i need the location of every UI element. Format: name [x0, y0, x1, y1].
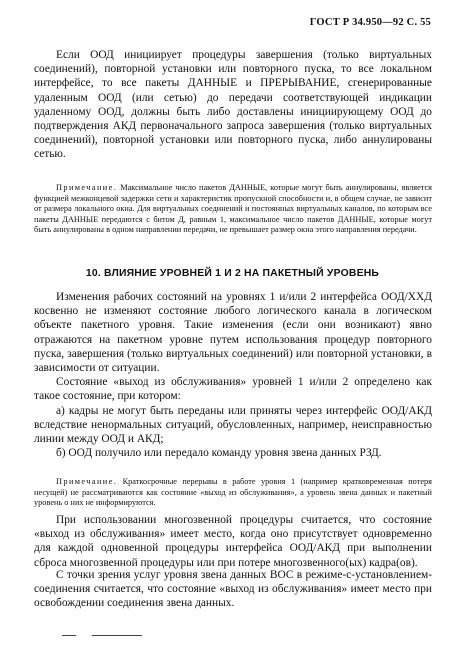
- note-text: Максимальное число пакетов ДАННЫЕ, которые могут быть аннулированы, является функцией межконцевой задержки сети и характеристик пропускной способности и, в общем случае, не зависит от размера локального окна. Для виртуальных соединений и постоянных виртуальных каналов, по которым все пакеты ДАННЫЕ передаются с битом Д, равным 1, максимальное число пакетов ДАННЫЕ, которые могут быть аннулированы в одном направлении передачи, не превышает размер окна этого направления передачи.: [34, 183, 432, 235]
- paragraph-state-changes: Изменения рабочих состояний на уровнях 1 и/или 2 интерфейса ООД/ХХД косвенно не изменяют состояние любого логического канала в логическом объекте пакетного уровня. Такие изменения (если они возникают) явно отражаются на пакетном уровне путем использования процедур повторного пуска, завершения (только виртуальных соединений) или повторной установки, в зависимости от ситуации.: [34, 291, 432, 375]
- footer-rule-right: [92, 635, 142, 636]
- list-item-b: б) ООД получило или передало команду уровня звена данных РЗД.: [56, 447, 382, 459]
- paragraph-out-of-service-definition: Состояние «выход из обслуживания» уровней 1 и/или 2 определено как такое состояние, при котором:: [34, 376, 432, 403]
- paragraph-multilink: При использовании многозвенной процедуры считается, что состояние «выход из обслуживания» имеет место, когда оно присутствует одновременно для каждой одновенной процедуры интерфейса ООД/АКД при выполнении сброса многозвенной процедуры или при потере многозвенного(ых) кадра(ов).: [34, 514, 432, 569]
- paragraph-osi-service: С точки зрения услуг уровня звена данных ВОС в режиме-с-установлением-соединения считается, что состояние «выход из обслуживания» имеет место при освобождении соединения звена данных.: [34, 569, 432, 610]
- paragraph-termination: Если ООД инициирует процедуры завершения (только виртуальных соединений), повторной установки или повторного пуска, то все локальном интерфейсе, то все пакеты ДАННЫЕ и ПРЕРЫВАНИЕ, сгенерированные удаленным ООД (или сетью) до передачи соответствующей индикации удаленному ООД, должны быть либо доставлены инициирующему ООД до подтверждения АКД первоначального запроса завершения (только виртуальных соединений), повторной установки или повторного пуска, либо аннулированы сетью.: [34, 49, 432, 161]
- note-label: Примечание.: [56, 183, 118, 192]
- page-header: ГОСТ Р 34.950—92 С. 55: [309, 17, 431, 28]
- list-item-a: а) кадры не могут быть переданы или приняты через интерфейс ООД/АКД вследствие ненормальных ситуаций, обусловленных, например, неисправностью линии между ООД и АКД;: [34, 405, 432, 446]
- footer-rule-left: [62, 635, 76, 636]
- section-heading: 10. ВЛИЯНИЕ УРОВНЕЙ 1 И 2 НА ПАКЕТНЫЙ УРОВЕНЬ: [85, 268, 380, 279]
- note-short-interruptions: [34, 477, 432, 509]
- note-max-packets: [34, 183, 432, 236]
- note-text: Краткосрочные перерывы в работе уровня 1 (например кратковременная потеря несущей) не рассматриваются как состояние «выход из обслуживания», а уровень звена данных и пакетный уровень о них не информируются.: [34, 477, 432, 508]
- note-label: Примечание.: [56, 477, 118, 486]
